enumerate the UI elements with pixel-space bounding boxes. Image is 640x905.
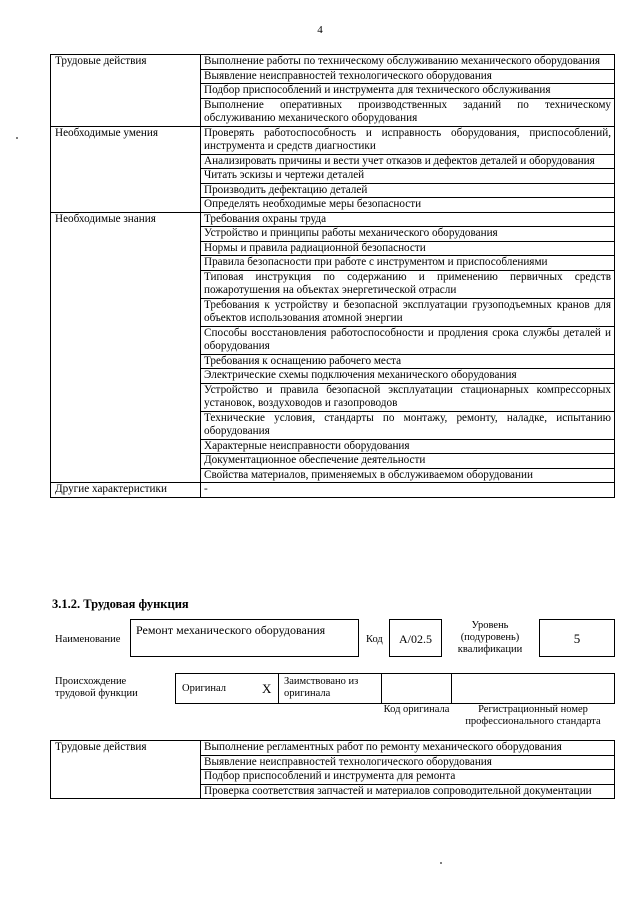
table-cell: Проверять работоспособность и исправность оборудования, приспособлений, инструмента и средств диагностики	[201, 126, 615, 154]
table-cell: Устройство и принципы работы механического оборудования	[201, 227, 615, 242]
code-value: A/02.5	[399, 632, 432, 646]
origin-label: Происхождение трудовой функции	[55, 676, 138, 699]
table-cell: Подбор приспособлений и инструмента для технического обслуживания	[201, 84, 615, 99]
row-group-label: Другие характеристики	[51, 483, 201, 498]
borrowed-box	[278, 673, 382, 704]
table-cell: Характерные неисправности оборудования	[201, 439, 615, 454]
original-mark: X	[262, 681, 272, 696]
code-original-box	[381, 673, 452, 704]
code-label: Код	[366, 634, 383, 645]
row-group-label: Необходимые умения	[51, 126, 201, 212]
table-cell: Выполнение регламентных работ по ремонту механического оборудования	[201, 741, 615, 756]
table-cell: Нормы и правила радиационной безопасности	[201, 241, 615, 256]
name-label: Наименование	[55, 634, 121, 645]
table-row	[51, 483, 615, 498]
table-cell: Электрические схемы подключения механического оборудования	[201, 369, 615, 384]
table-cell: Требования к оснащению рабочего места	[201, 354, 615, 369]
row-group-label: Трудовые действия	[51, 55, 201, 127]
table-cell: Требования к устройству и безопасной эксплуатации грузоподъемных кранов для объектов использования атомной энергии	[201, 298, 615, 326]
table-row	[51, 212, 615, 227]
level-value-box	[539, 619, 615, 657]
original-box	[175, 673, 279, 704]
table-cell: Производить дефектацию деталей	[201, 183, 615, 198]
table-cell: Проверка соответствия запчастей и материалов сопроводительной документации	[201, 784, 615, 799]
table-cell: Правила безопасности при работе с инструментом и приспособлениями	[201, 256, 615, 271]
scan-speck	[440, 862, 442, 864]
table-cell: Типовая инструкция по содержанию и применению первичных средств пожаротушения на объектах энергетической отрасли	[201, 270, 615, 298]
table-cell: Подбор приспособлений и инструмента для ремонта	[201, 770, 615, 785]
table-cell: Выявление неисправностей технологического оборудования	[201, 755, 615, 770]
reg-number-box	[451, 673, 615, 704]
row-group-label: Трудовые действия	[51, 741, 201, 799]
table-cell: Выполнение оперативных производственных заданий по техническому обслуживанию механического оборудования	[201, 98, 615, 126]
name-value-box	[130, 619, 359, 657]
row-group-label: Необходимые знания	[51, 212, 201, 483]
table-cell: Документационное обеспечение деятельности	[201, 454, 615, 469]
code-original-caption: Код оригинала	[383, 704, 450, 715]
table-cell: Выявление неисправностей технологического оборудования	[201, 69, 615, 84]
table-row	[51, 55, 615, 70]
table-cell: Требования охраны труда	[201, 212, 615, 227]
table-cell: Технические условия, стандарты по монтажу, ремонту, наладке, испытанию оборудования	[201, 411, 615, 439]
scan-speck	[16, 137, 18, 139]
table-cell: Устройство и правила безопасной эксплуатации стационарных компрессорных установок, воздуховодов и газопроводов	[201, 383, 615, 411]
table-cell: Свойства материалов, применяемых в обслуживаемом оборудовании	[201, 468, 615, 483]
table-row	[51, 126, 615, 154]
table-cell: Способы восстановления работоспособности и продления срока службы деталей и оборудования	[201, 326, 615, 354]
table-cell: Определять необходимые меры безопасности	[201, 198, 615, 213]
page-number: 4	[317, 24, 323, 36]
table-cell: Анализировать причины и вести учет отказов и дефектов деталей и оборудования	[201, 154, 615, 169]
table-cell: Читать эскизы и чертежи деталей	[201, 169, 615, 184]
borrowed-label: Заимствовано из оригинала	[284, 676, 359, 699]
section-title: 3.1.2. Трудовая функция	[52, 597, 189, 611]
labor-function-table-1	[50, 54, 615, 498]
table-cell: Выполнение работы по техническому обслуживанию механического оборудования	[201, 55, 615, 70]
level-value: 5	[573, 631, 581, 646]
name-value: Ремонт механического оборудования	[136, 623, 326, 637]
level-label: Уровень (подуровень) квалификации	[457, 620, 523, 655]
reg-number-caption: Регистрационный номер профессионального стандарта	[465, 704, 601, 727]
labor-function-table-2	[50, 740, 615, 799]
original-label: Оригинал	[182, 683, 226, 694]
code-value-box	[389, 619, 442, 657]
table-cell: -	[201, 483, 615, 498]
table-row	[51, 741, 615, 756]
